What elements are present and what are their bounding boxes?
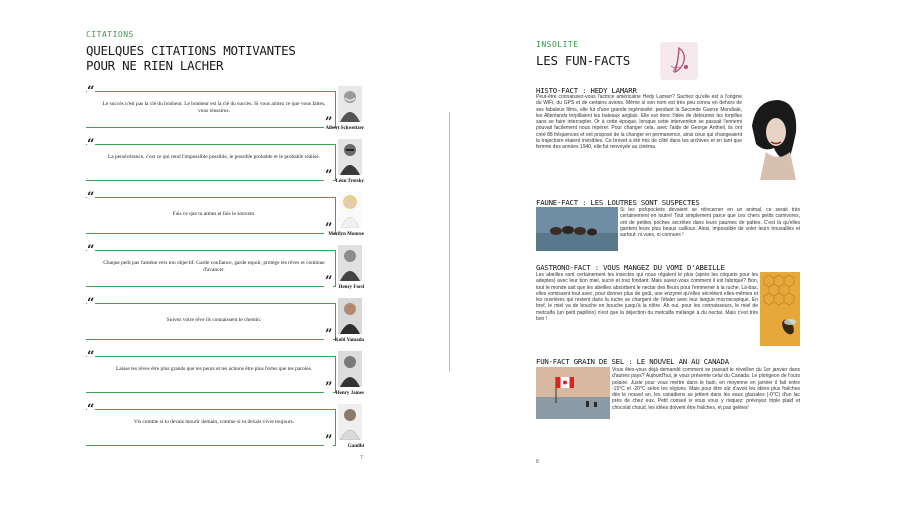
quote-author: Albert Schweitzer	[325, 126, 364, 131]
quote-text: Laisse tes rêves être plus grands que tes peurs et tes actions être plus fortes que tes paroles.	[115, 366, 313, 372]
quote-text: La persévérance, c'est ce qui rend l'impossible possible, le possible probable et le probable réalisé.	[108, 154, 320, 160]
quote-text: Le succès n'est pas la clé du bonheur. Le bonheur est la clé du succès. Si vous aimez ce que vous faites, vous réussirez.	[102, 101, 326, 115]
quote-close-mark: ”	[325, 115, 333, 130]
author-portrait	[338, 404, 362, 440]
quote-card	[86, 245, 364, 291]
quote-text: Fais ce que tu aimes et fais le souvent.	[172, 211, 256, 217]
fun-fact-body: Peut-être connaissez-vous l'actrice américaine Hedy Lamarr? Sachez qu'elle est à l'origine du WiFi, du GPS et de certains avions. Même si son nom est très peu connu en dehors de ses fabuleux films, elle fut d'une grande ingéniosité: pendant la Seconde Guerre Mondiale, les Allemands torpillaient les bateaux anglais. Elle eut donc l'idée de détourner les torpilles sans se faire intercepter. Or à cette époque, lorsque cette intervention se passait l'ennemi pouvait facilement nous repérer. Pour changer cela, avec l'aide de George Antheil, ils ont créé 88 fréquences et ont proposé de la changer en permanence, ainsi ceux qui changeaient la trajectoire étaient invisibles. Ce brevet a été mis de côté dans les archives et en tant que femme des années 1940, elle fut renvoyée au cinéma.	[536, 94, 742, 150]
quote-text: Chaque petit pas t'amène vers ton objectif. Garde confiance, garde espoir, protège tes rêves et continue d'avancer.	[103, 260, 325, 274]
quote-open-mark: “	[87, 243, 95, 258]
otters-photo	[536, 207, 618, 251]
left-page-title-line-2: POUR NE RIEN LACHER	[86, 58, 224, 73]
quote-card	[86, 192, 364, 238]
quote-frame	[86, 409, 336, 446]
quote-close-mark: ”	[325, 433, 333, 448]
quote-author: Léon Trotsky	[335, 179, 364, 184]
quote-open-mark: “	[87, 84, 95, 99]
fun-fact-body: Les abeilles sont certainement les insectes qui nous régalent le plus (après les criquets pour les adeptes) avec leur bon miel, sucré et tout fondant. Mais savez-vous comment il est fabriqué? Bon, tout le monde sait que les abeilles absorbent le nectar des fleurs pour l'emmener à la ruche. Là-bas, elles vomissent tout avec, pour donner plus de goût, une enzyme qu'elles sécrètent elles-mêmes et les ouvrières qui restent dans la ruche se chargent de l'étaler avec leur langue microscopique. En bref, le miel va de bouche en bouche jusqu'à la nôtre. Ah oui, pour les connaisseurs, le miel de metcalfa (un petit papillon) n'est que la déjection du metcalfa mélangé à du nectar. Mais c'est très bon !	[536, 272, 758, 322]
quote-card	[86, 86, 364, 132]
quote-open-mark: “	[87, 349, 95, 364]
fun-fact-title: FUN-FACT GRAIN DE SEL : LE NOUVEL AN AU CANADA	[536, 357, 729, 366]
quote-author: Marilyn Monroe	[328, 232, 364, 237]
fun-fact-title: HISTO-FACT : HEDY LAMARR	[536, 86, 637, 95]
quote-card	[86, 351, 364, 397]
feather-logo-icon	[660, 42, 698, 80]
quote-card	[86, 298, 364, 344]
quote-close-mark: ”	[325, 380, 333, 395]
fun-fact-body: Vous êtes-vous déjà demandé comment se passait le réveillon du 1er janvier dans d'autres pays? Aujourd'hui, je vous présente celui du Canada: Le plongeon de l'ours polaire. Juste pour vous mettre dans le bain, en moyenne en janvier il fait entre -15°C et -20°C selon les régions. Mais pour être sûr d'avoir les idées plus fraîches dès le nouvel an, les canadiens se jettent dans les eaux glaciales (-0°C) d'un lac près de chez eux. Petit conseil si vous vous y risquez: prévoyez triple plaid et chocolat chaud, les idées doivent être fraîches, et pas gelées!	[612, 367, 800, 411]
quote-close-mark: ”	[325, 168, 333, 183]
canada-flag-photo	[536, 367, 610, 419]
quote-open-mark: “	[87, 190, 95, 205]
author-portrait	[338, 192, 362, 228]
left-section-eyebrow: CITATIONS	[86, 30, 134, 39]
left-page-title-line-1: QUELQUES CITATIONS MOTIVANTES	[86, 43, 296, 58]
fun-fact-title: GASTRONO-FACT : VOUS MANGEZ DU VOMI D'ABEILLE	[536, 263, 725, 272]
quote-author: Henry James	[335, 391, 364, 396]
fun-fact-title: FAUNE-FACT : LES LOUTRES SONT SUSPECTES	[536, 198, 700, 207]
author-portrait	[338, 86, 362, 122]
quote-text: Suivez votre rêve ils connaissent le chemin.	[166, 317, 262, 323]
quote-open-mark: “	[87, 402, 95, 417]
author-portrait	[338, 245, 362, 281]
quote-open-mark: “	[87, 296, 95, 311]
hedy-lamarr-photo	[744, 96, 800, 180]
author-portrait	[338, 298, 362, 334]
quote-close-mark: ”	[325, 327, 333, 342]
right-section-eyebrow: INSOLITE	[536, 40, 579, 49]
quote-author: Kobi Yamada	[334, 338, 364, 343]
right-page-number: 8	[536, 459, 539, 465]
quote-text: Vis comme si tu devais mourir demain, comme si tu devais vivre toujours.	[133, 419, 295, 425]
quote-close-mark: ”	[325, 221, 333, 236]
author-portrait	[338, 139, 362, 175]
quote-author: Gandhi	[347, 444, 364, 449]
quote-frame	[86, 356, 336, 393]
quote-close-mark: ”	[325, 274, 333, 289]
left-page-number: 7	[360, 455, 363, 461]
quote-card	[86, 404, 364, 450]
quote-frame	[86, 144, 336, 181]
fun-fact-body: Si les pickpockets devaient se réincarner en un animal, ce serait très certainement en loutre! Tout simplement parce que ces chers petits carnivores, ont de petites poches secrètes dans leurs paumes de pattes. C'est là qu'elles gardent leurs plus beaux cailloux. Ainsi, impossible de voler leurs trouvailles et surtout: ni vues, ni connues !	[620, 207, 800, 238]
quote-card	[86, 139, 364, 185]
author-portrait	[338, 351, 362, 387]
honeycomb-bee-photo	[760, 272, 800, 346]
quote-author: Henry Ford	[338, 285, 364, 290]
right-page-title: LES FUN-FACTS	[536, 53, 630, 68]
quote-open-mark: “	[87, 137, 95, 152]
